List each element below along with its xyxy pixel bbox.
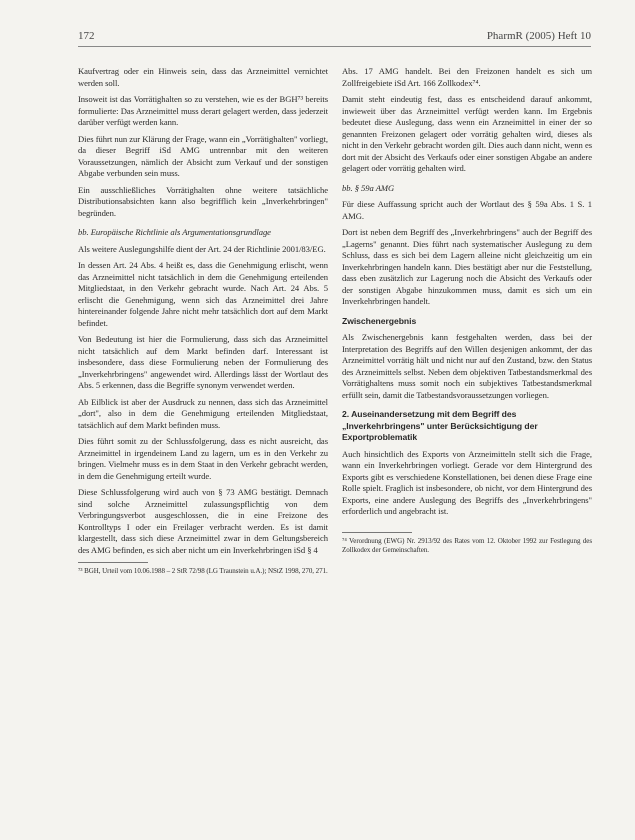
header-rule <box>78 46 591 47</box>
numbered-heading <box>342 409 592 444</box>
left-column <box>78 66 328 581</box>
section-heading: bb. Europäische Richtlinie als Argumentationsgrundlage <box>78 227 271 237</box>
footnote-73: ⁷³ BGH, Urteil vom 10.06.1988 – 2 StR 72/98 (LG Traunstein u.A.); NStZ 1998, 270, 271. <box>78 567 328 575</box>
right-column <box>342 66 592 560</box>
paragraph: Als weitere Auslegungshilfe dient der Art. 24 der Richtlinie 2001/83/EG. <box>78 243 326 254</box>
paragraph: Auch hinsichtlich des Exports von Arzneimitteln stellt sich die Frage, wann ein Inverkehrbringen vorliegt. Gerade vor dem Hintergrund des Exports gibt es verschiedene Konstellationen, bei denen diese Frage eine Rolle spielt. Fraglich ist insbesondere, ob nicht, vor dem Hintergrund des Exports, eine andere Auslegung des Begriffs des „Inverkehrbringens" erforderlich und angebracht ist. <box>342 448 592 516</box>
section-heading: bb. § 59a AMG <box>342 182 395 193</box>
paragraph: Ab Eilblick ist aber der Ausdruck zu nennen, dass sich das Arzneimittel „dort", also in dem die Genehmigung erteilenden Mitgliedstaat, tatsächlich auf dem Markt befinden muss. <box>78 396 328 430</box>
paragraph: Ein ausschließliches Vorrätighalten ohne weitere tatsächliche Distributionsabsichten kann also begrifflich kein „Inverkehrbringen" begründen. <box>78 184 328 218</box>
paragraph: Diese Schlussfolgerung wird auch von § 73 AMG bestätigt. Demnach sind solche Arzneimittel zulassungspflichtig von dem Verbringungsverbot ausgeschlossen, die in eine Freizone des Kontrolltyps I oder ein Freilager verbracht werden. Es ist damit klargestellt, dass sich diese Arzneimittel zwar in dem Geltungsbereich des AMG befinden, es sich aber nicht um ein Inverkehrbringen iSd § 4 <box>78 487 328 555</box>
paragraph: Abs. 17 AMG handelt. Bei den Freizonen handelt es sich um Zollfreigebiete iSd Art. 166 Zollkodex⁷⁴. <box>342 66 592 88</box>
paragraph: Insoweit ist das Vorrätighalten so zu verstehen, wie es der BGH⁷³ bereits formulierte: Das Arzneimittel muss derart gelagert werden, dass jederzeit darüber verfügt werden kann. <box>78 94 328 127</box>
section-heading-bold: Zwischenergebnis <box>342 315 417 326</box>
page-header <box>78 28 591 48</box>
journal-name: PharmR (2005) Heft 10 <box>486 30 591 42</box>
numbered-heading-line: Exportproblematik <box>342 432 418 442</box>
footnote-74: ⁷⁴ Verordnung (EWG) Nr. 2913/92 des Rates vom 12. Oktober 1992 zur Festlegung des Zollkodex der Gemeinschaften. <box>342 536 592 554</box>
footnote-rule <box>78 562 148 563</box>
page-number: 172 <box>78 30 95 42</box>
paragraph: Als Zwischenergebnis kann festgehalten werden, dass bei der Interpretation des Begriffs auf den Willen desjenigen ankommt, der das Arzneimittel vorrätig hält und nicht nur auf den Zustand, bzw. den Status des Arzneimittels selbst. Neben dem objektiven Tatbestandsmerkmal des Vorrätighaltens muss somit noch ein subjektives Tatbestandsmerkmal erfüllt sein, damit die Tatbestandsvoraussetzungen vorliegen. <box>342 332 592 400</box>
paragraph: Dies führt somit zu der Schlussfolgerung, dass es nicht ausreicht, das Arzneimittel in irgendeinem Land zu lagern, um es in den Verkehr zu bringen. Vielmehr muss es in dem Staat in den Verkehr gebracht werden, in dem die Genehmigung erteilt wurde. <box>78 436 328 481</box>
paragraph: Dort ist neben dem Begriff des „Inverkehrbringens" auch der Begriff des „Lagerns" genannt. Dies führt nach systematischer Auslegung zu dem Schluss, dass es sich bei dem Lagern alleine nicht gleichzeitig um ein Inverkehrbringen handeln kann. Dies bestätigt aber nur die Feststellung, dass eben zusätzlich zur Lagerung noch die Absicht des Verkaufs oder der sonstigen Abgabe hinzukommen muss, damit es sich um ein Inverkehrbringen handelt. <box>342 227 592 306</box>
paragraph: Kaufvertrag oder ein Hinweis sein, dass das Arzneimittel vernichtet werden soll. <box>78 66 328 88</box>
paragraph: Von Bedeutung ist hier die Formulierung, dass sich das Arzneimittel nicht tatsächlich auf dem Markt befinden darf. Interessant ist insbesondere, dass diese Formulierung neben der Formulierung des „Inverkehrbringens" angewendet wird. Allerdings lässt der Wortlaut des Abs. 5 erkennen, dass die Begriffe synonym verwendet werden. <box>78 334 328 390</box>
footnote-rule <box>342 532 412 533</box>
paragraph: Damit steht eindeutig fest, dass es entscheidend darauf ankommt, inwieweit über das Arzneimittel verfügt werden kann. Im Ergebnis bedeutet diese Auslegung, dass wenn ein Arzneimittel in einer der so genannten Freizonen gelagert oder vorrätig gehalten wird, dieses als nicht in den Verkehr gebracht worden gilt. Dies auch dann nicht, wenn es dort mit der Absicht des Verkaufs oder einer sonstigen Abgabe an andere gelagert oder vorrätig gehalten wird. <box>342 94 592 173</box>
numbered-heading-line: 2. Auseinandersetzung mit dem Begriff des <box>342 409 517 419</box>
numbered-heading-line: „Inverkehrbringens" unter Berücksichtigung der <box>342 420 538 431</box>
paragraph: In dessen Art. 24 Abs. 4 heißt es, dass die Genehmigung erlischt, wenn das Arzneimittel nicht tatsächlich in dem die Genehmigung erteilenden Mitgliedstaat, in den Verkehr gebracht wurde. Nach Art. 24 Abs. 5 erlischt die Genehmigung, wenn sich das Arzneimittel drei Jahre hintereinander folgende Jahre nicht mehr tatsächlich dort auf dem Markt befindet. <box>78 260 328 328</box>
paragraph: Dies führt nun zur Klärung der Frage, wann ein „Vorrätighalten" vorliegt, da dieser Begriff iSd AMG untrennbar mit den weiteren Voraussetzungen, nämlich der Absicht zum Verkauf und der sonstigen Abgabe verbunden sein muss. <box>78 133 328 178</box>
paragraph: Für diese Auffassung spricht auch der Wortlaut des § 59a Abs. 1 S. 1 AMG. <box>342 199 592 221</box>
